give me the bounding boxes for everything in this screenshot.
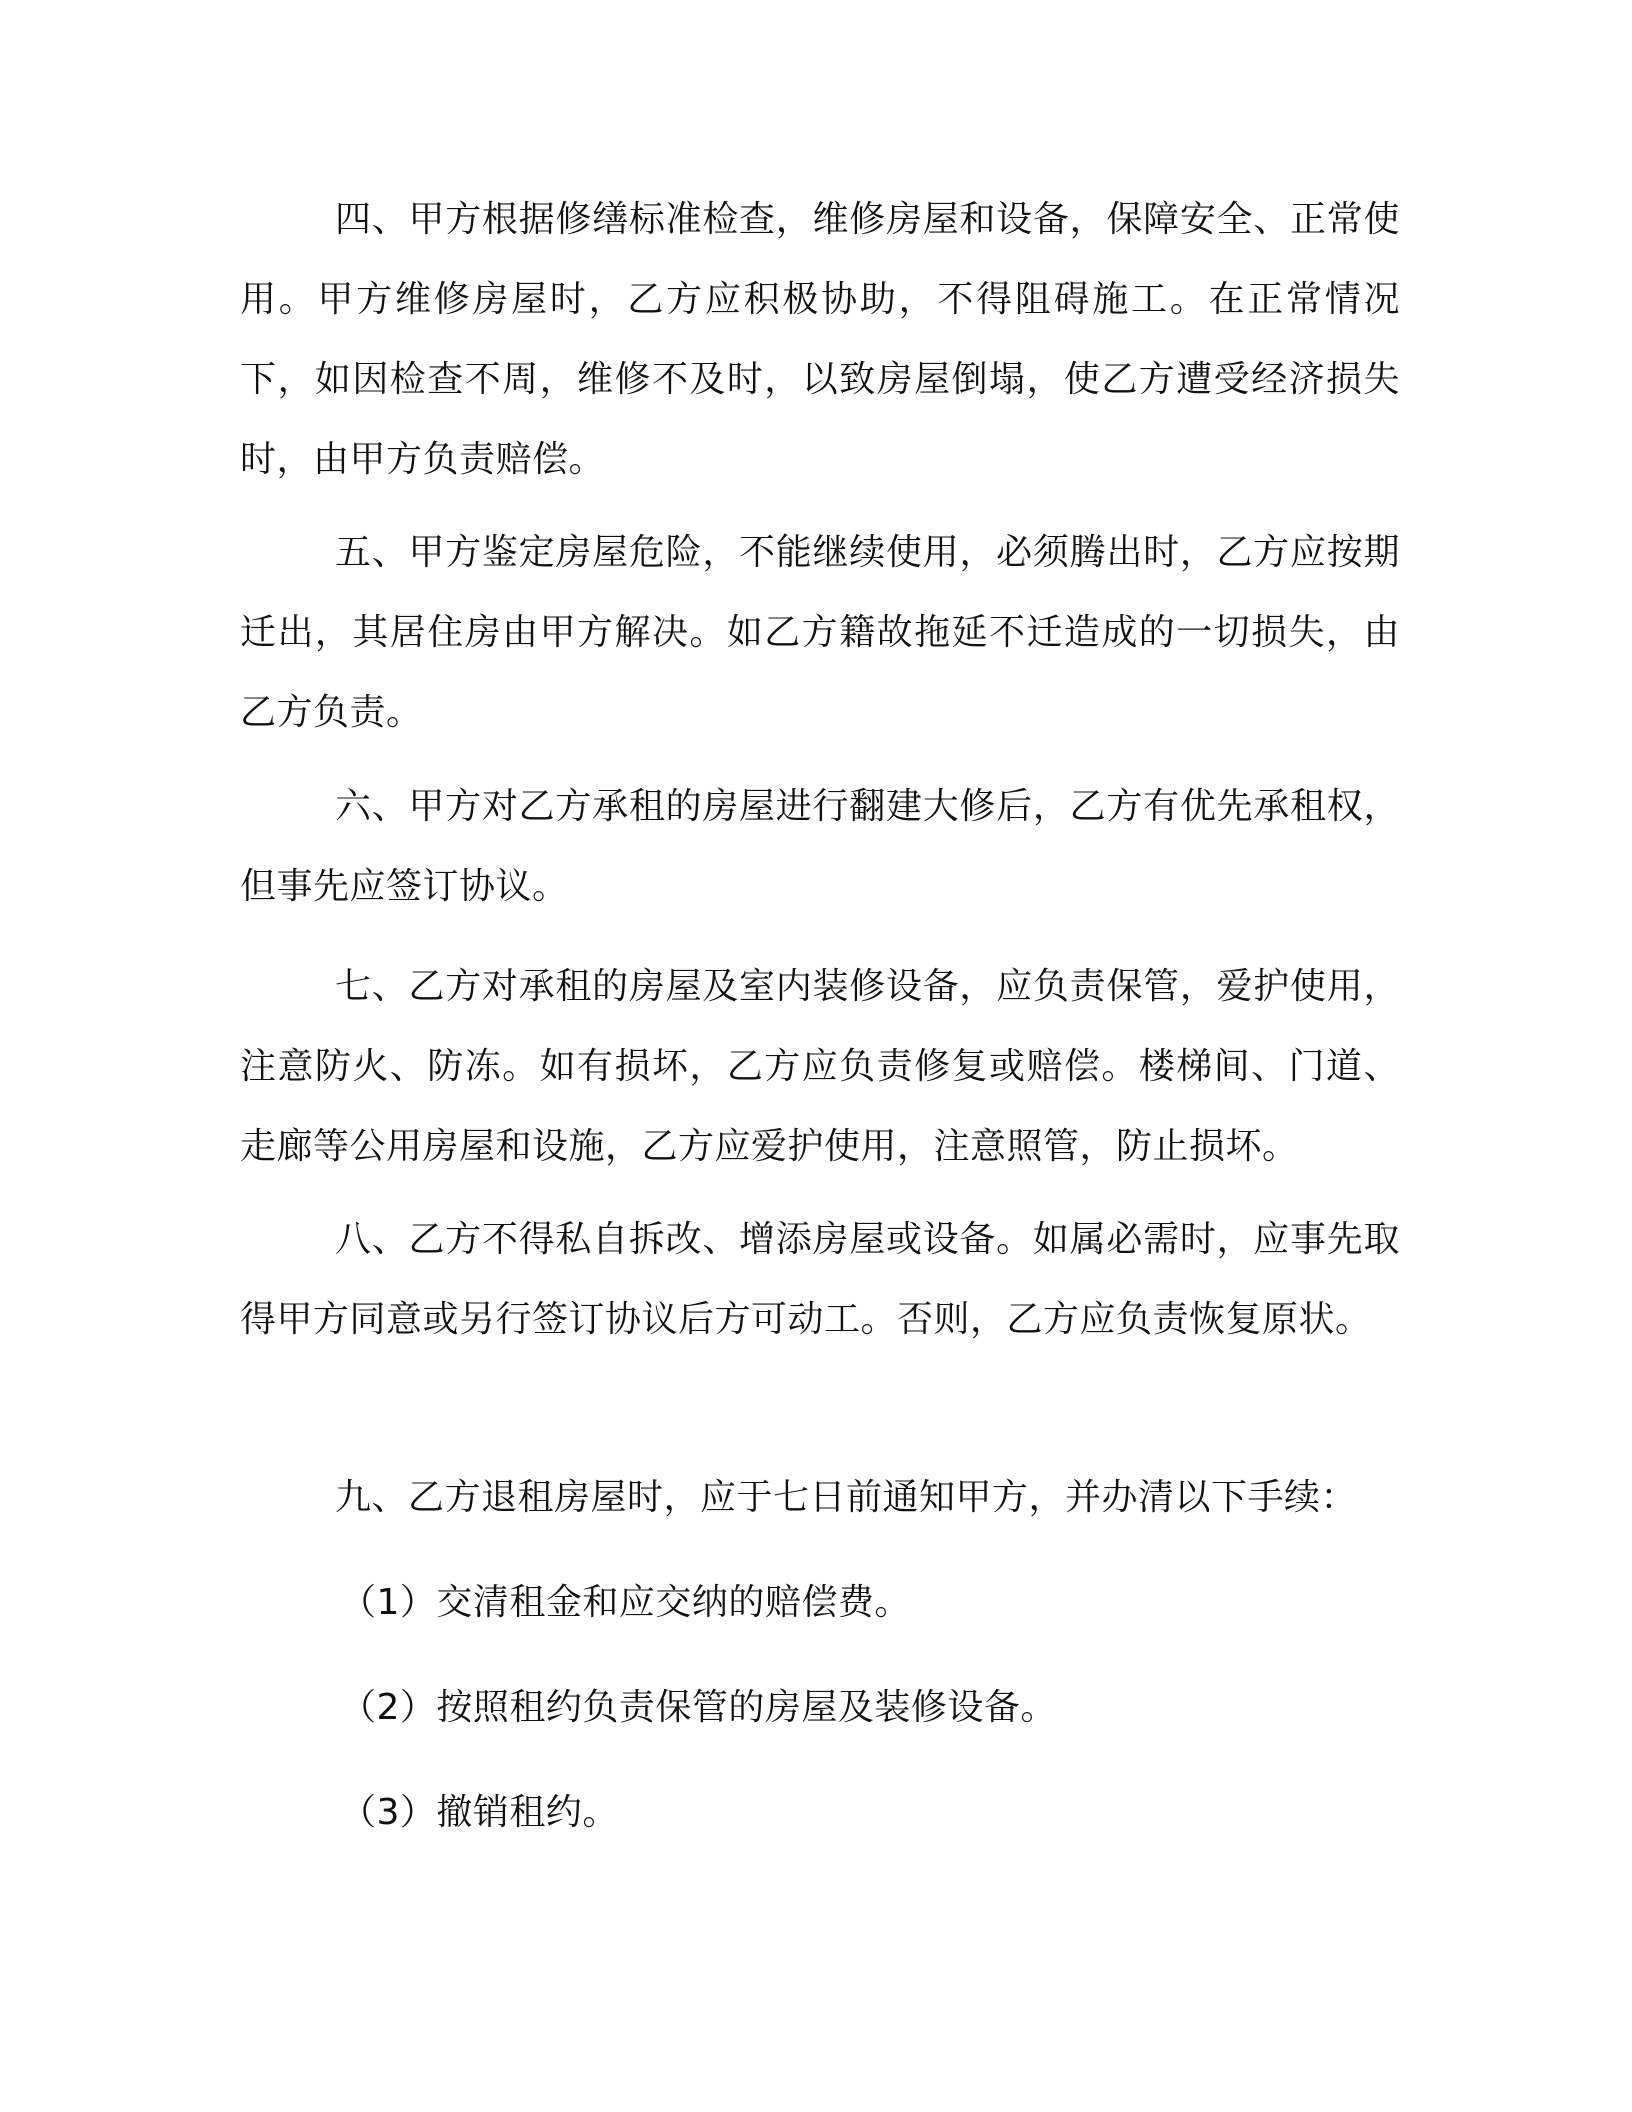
clause-5: 五、甲方鉴定房屋危险，不能继续使用，必须腾出时，乙方应按期迁出，其居住房由甲方解决。如乙方籍故拖延不迁造成的一切损失，由乙方负责。 — [240, 532, 1400, 733]
clause-7: 七、乙方对承租的房屋及室内装修设备，应负责保管，爱护使用，注意防火、防冻。如有损坏，乙方应负责修复或赔偿。楼梯间、门道、走廊等公用房屋和设施，乙方应爱护使用，注意照管，防止损坏。 — [240, 966, 1400, 1167]
clause-4: 四、甲方根据修缮标准检查，维修房屋和设备，保障安全、正常使用。甲方维修房屋时，乙方应积极协助，不得阻碍施工。在正常情况下，如因检查不周，维修不及时，以致房屋倒塌，使乙方遭受经济损失时，由甲方负责赔偿。 — [240, 199, 1400, 480]
clause-8: 八、乙方不得私自拆改、增添房屋或设备。如属必需时，应事先取得甲方同意或另行签订协议后方可动工。否则，乙方应负责恢复原状。 — [240, 1219, 1400, 1340]
clause-9: 九、乙方退租房屋时，应于七日前通知甲方，并办清以下手续： — [335, 1477, 1358, 1518]
clause-9-item-1: （1）交清租金和应交纳的赔偿费。 — [340, 1582, 911, 1623]
clause-9-item-2: （2）按照租约负责保管的房屋及装修设备。 — [340, 1687, 1057, 1728]
clause-6: 六、甲方对乙方承租的房屋进行翻建大修后，乙方有优先承租权，但事先应签订协议。 — [240, 786, 1400, 907]
clause-9-item-3: （3）撤销租约。 — [340, 1792, 619, 1833]
